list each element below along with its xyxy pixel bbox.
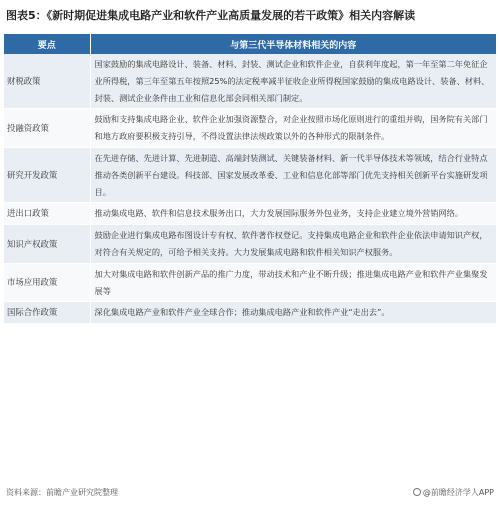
row-content: 鼓励和支持集成电路企业、软件企业加强资源整合，对企业按照市场化原则进行的重组并购，国务院有关部门和地方政府要积极支持引导，不得设置法律法规政策以外的各种形式的限制条件。 — [90, 109, 496, 148]
table-row — [4, 203, 496, 225]
row-content: 深化集成电路产业和软件产业全球合作；推动集成电路产业和软件产业“走出去”。 — [90, 302, 496, 324]
row-key: 财税政策 — [4, 54, 90, 109]
row-content: 鼓励企业进行集成电路布图设计专有权、软件著作权登记。支持集成电路企业和软件企业依法申请知识产权，对符合有关规定的，可给予相关支持。大力发展集成电路和软件相关知识产权服务。 — [90, 225, 496, 264]
table-header-row — [4, 34, 496, 54]
row-key: 投融资政策 — [4, 109, 90, 148]
table-row — [4, 109, 496, 148]
header-content: 与第三代半导体材料相关的内容 — [90, 34, 496, 54]
footer — [6, 486, 494, 500]
table-row — [4, 263, 496, 302]
row-content: 推动集成电路、软件和信息技术服务出口，大力发展国际服务外包业务，支持企业建立境外营销网络。 — [90, 203, 496, 225]
row-key: 国际合作政策 — [4, 302, 90, 324]
table-row — [4, 147, 496, 202]
table-row — [4, 225, 496, 264]
brand-label: @前瞻经济学人APP — [422, 488, 494, 497]
row-content: 加大对集成电路和软件创新产品的推广力度，带动技术和产业不断升级；推进集成电路产业和软件产业集聚发展等 — [90, 263, 496, 302]
brand-credit — [413, 486, 494, 500]
row-key: 进出口政策 — [4, 203, 90, 225]
policy-table — [4, 34, 496, 324]
qianzhan-logo-icon — [413, 488, 421, 496]
table-row — [4, 54, 496, 109]
figure-title: 图表5：《新时期促进集成电路产业和软件产业高质量发展的若干政策》相关内容解读 — [6, 9, 416, 22]
row-key: 市场应用政策 — [4, 263, 90, 302]
row-content: 国家鼓励的集成电路设计、装备、材料、封装、测试企业和软件企业，自获利年度起，第一年至第二年免征企业所得税，第三年至第五年按照25%的法定税率减半征收企业所得税国家鼓励的集成电路设计、装备、材料、封装、测试企业条件由工业和信息化部会同相关部门制定。 — [90, 54, 496, 109]
table-row — [4, 302, 496, 324]
header-key: 要点 — [4, 34, 90, 54]
source-note: 资料来源：前瞻产业研究院整理 — [6, 488, 118, 497]
row-content: 在先进存储、先进计算、先进制造、高端封装测试、关键装备材料、新一代半导体技术等领域，结合行业特点推动各类创新平台建设。科技部、国家发展改革委、工业和信息化部等部门优先支持相关创新平台实施研发项目。 — [90, 147, 496, 202]
row-key: 研究开发政策 — [4, 147, 90, 202]
row-key: 知识产权政策 — [4, 225, 90, 264]
